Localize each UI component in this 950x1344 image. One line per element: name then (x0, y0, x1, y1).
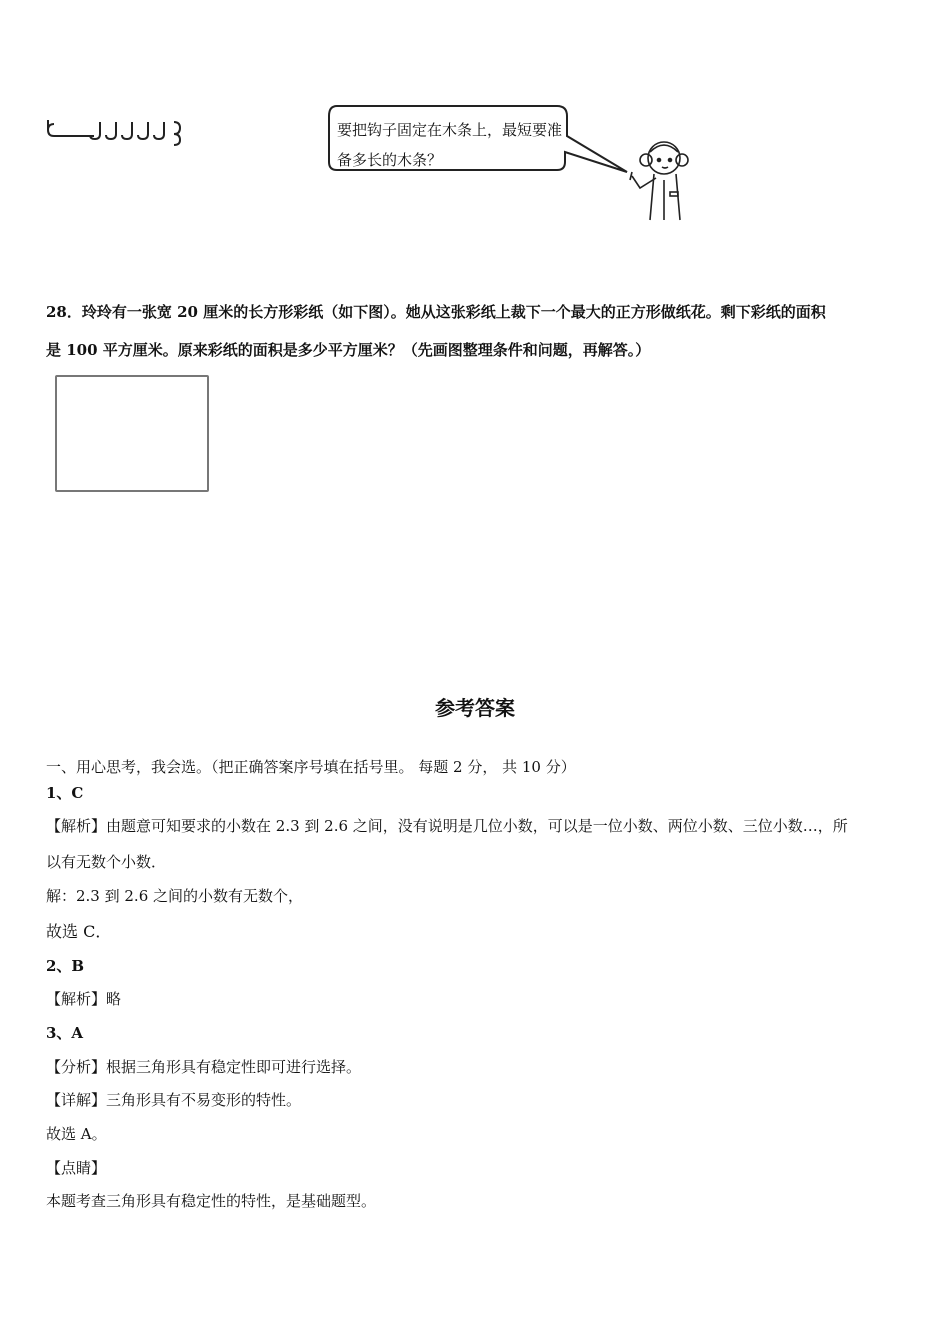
answer-3-label: 3、A (46, 1024, 84, 1042)
answer-3-comment: 本题考查三角形具有稳定性的特性，是基础题型。 (46, 1192, 377, 1210)
answer-1-label: 1、C (46, 784, 84, 802)
q28-text-line1: 28．玲玲有一张宽 20 厘米的长方形彩纸（如下图）。她从这张彩纸上裁下一个最大的正方形做纸花。剩下彩纸的面积 (46, 303, 826, 321)
answer-3-detail: 【详解】三角形具有不易变形的特性。 (46, 1091, 302, 1109)
answer-3-analysis: 【分析】根据三角形具有稳定性即可进行选择。 (46, 1058, 362, 1076)
answer-3-choice: 故选 A。 (46, 1125, 107, 1143)
answer-2-label: 2、B (46, 957, 85, 975)
answer-2-analysis: 【解析】略 (46, 990, 122, 1008)
section-heading: 一、用心思考，我会选。（把正确答案序号填在括号里。 每题 2 分， 共 10 分） (46, 758, 576, 776)
rectangle-paper-figure (55, 375, 209, 492)
q28-text-line2: 是 100 平方厘米。原来彩纸的面积是多少平方厘米？（先画图整理条件和问题，再解答。） (46, 341, 651, 359)
answers-title: 参考答案 (435, 696, 515, 720)
speech-bubble-text: 要把钩子固定在木条上，最短要准备多长的木条？ (337, 121, 563, 169)
answer-3-comment-label: 【点睛】 (46, 1159, 107, 1177)
answer-1-choice: 故选 C． (46, 922, 112, 941)
answer-1-solution: 解：2.3 到 2.6 之间的小数有无数个， (46, 887, 304, 905)
answer-1-analysis-line1: 【解析】由题意可知要求的小数在 2.3 到 2.6 之间，没有说明是几位小数，可以是一位小数、两位小数、三位小数…，所 (46, 817, 848, 835)
answer-1-analysis-line2: 以有无数个小数． (46, 853, 167, 871)
girl-figure-icon (620, 130, 710, 230)
hooks-illustration (40, 110, 190, 150)
